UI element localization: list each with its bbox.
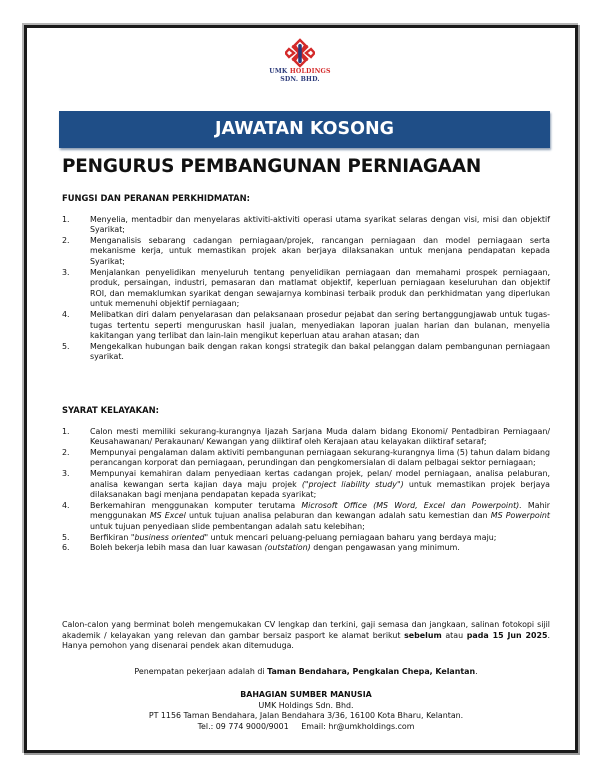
contact-department: BAHAGIAN SUMBER MANUSIA: [240, 690, 372, 699]
job-title: PENGURUS PEMBANGUNAN PERNIAGAAN: [62, 156, 482, 177]
item-italic-text: ("project liability study"): [301, 479, 404, 489]
logo-text: [0, 68, 600, 84]
item-text: Menjalankan penyelidikan menyeluruh tentang penyelidikan perniagaan dan memahami prospek perniagaan, produk, persaingan, industri, pemasaran dan matlamat objektif, keperluan perniagaan keseluruhan dan objektif ROI, dan memaklumkan syarikat dengan sewajarnya kombinasi terbaik produk dan perkhidmatan yang diperlukan untuk memenuhi objektif perniagaan;: [90, 267, 550, 309]
contact-company: UMK Holdings Sdn. Bhd.: [258, 700, 354, 710]
list-item: [62, 310, 550, 342]
functions-heading: FUNGSI DAN PERANAN PERKHIDMATAN:: [62, 193, 250, 203]
list-item: [62, 268, 550, 310]
application-text: atau: [441, 630, 467, 640]
contact-phone: Tel.: 09 774 9000/9001: [197, 721, 289, 731]
placement-location: Taman Bendahara, Pengkalan Chepa, Kelantan: [267, 667, 476, 676]
vacancy-banner: JAWATAN KOSONG: [59, 111, 550, 148]
list-item: [62, 427, 550, 448]
requirements-heading: SYARAT KELAYAKAN:: [62, 405, 159, 415]
placement-statement: [62, 667, 550, 678]
item-text: Menyelia, mentadbir dan menyelaras aktiviti-aktiviti operasi utama syarikat selaras dengan visi, misi dan objektif Syarikat;: [90, 214, 550, 235]
item-number: 6.: [62, 543, 70, 553]
item-text: Berfikiran: [90, 532, 131, 542]
list-item: [62, 448, 550, 469]
item-text: Mengekalkan hubungan baik dengan rakan kongsi strategik dan bakal pelanggan dalam pembangunan perniagaan syarikat.: [90, 341, 550, 362]
item-text: Berkemahiran menggunakan komputer terutama: [90, 500, 302, 510]
logo-text-umk: UMK: [269, 68, 290, 75]
company-logo: [0, 38, 600, 84]
item-number: 1.: [62, 214, 70, 224]
deadline-emphasis: sebelum: [404, 630, 442, 640]
application-text: . Hanya pemohon yang disenarai pendek akan ditemuduga.: [62, 630, 550, 651]
item-number: 1.: [62, 426, 70, 436]
list-item: [62, 236, 550, 268]
placement-text: Penempatan pekerjaan adalah di: [134, 667, 268, 676]
list-item: [62, 215, 550, 236]
item-text: untuk tujuan penyediaan slide pembentangan adalah satu kelebihan;: [90, 521, 365, 531]
functions-list: [62, 215, 550, 363]
item-number: 4.: [62, 500, 70, 510]
item-italic-text: MS Powerpoint: [490, 511, 551, 521]
item-italic-text: (outstation): [264, 543, 311, 553]
application-instructions: [62, 620, 550, 652]
contact-block: [62, 690, 550, 732]
item-text: dengan pengawasan yang minimum.: [310, 543, 460, 553]
list-item: [62, 342, 550, 363]
list-item: [62, 533, 550, 544]
item-number: 5.: [62, 341, 70, 351]
list-item: [62, 501, 550, 533]
item-text: Melibatkan diri dalam penyelarasan dan pelaksanaan prosedur pejabat dan sering bertanggungjawab untuk tugas-tugas tertentu seperti menguruskan hasil jualan, menyediakan laporan jualan harian dan bulanan, menyelia kakitangan yang terlibat dan lain-lain mengikut keperluan atau arahan atasan; dan: [90, 309, 550, 341]
item-number: 2.: [62, 447, 70, 457]
item-text: Mahir menggunakan: [90, 500, 551, 521]
contact-address: PT 1156 Taman Bendahara, Jalan Bendahara 3/36, 16100 Kota Bharu, Kelantan.: [148, 711, 464, 721]
requirements-list: [62, 427, 550, 554]
requirements-section: [62, 405, 550, 554]
item-italic-text: Microsoft Office (MS Word, Excel dan Powerpoint).: [301, 500, 522, 510]
item-number: 4.: [62, 309, 70, 319]
item-text: untuk memastikan projek berjaya dilaksanakan bagi menjana pendapatan kepada syarikat;: [90, 479, 550, 500]
logo-text-holdings: HOLDINGS: [289, 68, 331, 75]
contact-email[interactable]: Email: hr@umkholdings.com: [301, 721, 415, 731]
item-text: untuk mencari peluang-peluang perniagaan baharu yang berdaya maju;: [208, 532, 497, 542]
item-text: Mempunyai pengalaman dalam aktiviti pembangunan perniagaan sekurang-kurangnya lima (5) tahun dalam bidang perancangan korporat dan perniagaan, perundingan dan pengkomersialan di dalam pelbagai sektor perniagaan;: [90, 447, 551, 468]
item-italic-text: MS Excel: [149, 511, 186, 521]
item-text: Mempunyai kemahiran dalam penyediaan kertas cadangan projek, pelan/ model perniagaan, analisa pelaburan, analisa kewangan serta kajian daya maju projek: [90, 468, 550, 489]
umk-holdings-logo-icon: [285, 38, 315, 68]
logo-text-sdn-bhd: SDN. BHD.: [280, 76, 320, 83]
list-item: [62, 469, 550, 501]
contact-line: [62, 722, 550, 733]
item-text: Boleh bekerja lebih masa dan luar kawasan: [90, 543, 265, 553]
item-number: 2.: [62, 235, 70, 245]
item-number: 5.: [62, 532, 70, 542]
item-number: 3.: [62, 468, 70, 478]
item-text: Calon mesti memiliki sekurang-kurangnya Ijazah Sarjana Muda dalam bidang Ekonomi/ Pentadbiran Perniagaan/ Keusahawanan/ Perakaunan/ Kewangan yang diiktiraf oleh Kerajaan atau kelayakan diiktiraf setaraf;: [90, 426, 550, 447]
item-text: untuk tujuan analisa pelaburan dan kewangan adalah satu kemestian dan: [185, 511, 491, 521]
placement-text: .: [475, 667, 478, 676]
application-text: Calon-calon yang berminat boleh mengemukakan CV lengkap dan terkini, gaji semasa dan jangkaan, salinan fotokopi sijil akademik / kelayakan yang relevan dan gambar bersaiz pasport ke alamat berikut: [62, 620, 550, 640]
item-text: Menganalisis sebarang cadangan perniagaan/projek, rancangan perniagaan dan model perniagaan serta mekanisme kerja, untuk memastikan projek akan berjaya dilaksanakan untuk menjana pendapatan kepada Syarikat;: [90, 235, 550, 266]
functions-section: [62, 193, 550, 363]
item-italic-text: "business oriented": [130, 532, 209, 542]
deadline-date: pada 15 Jun 2025: [466, 630, 548, 640]
item-number: 3.: [62, 267, 70, 277]
list-item: [62, 543, 550, 554]
